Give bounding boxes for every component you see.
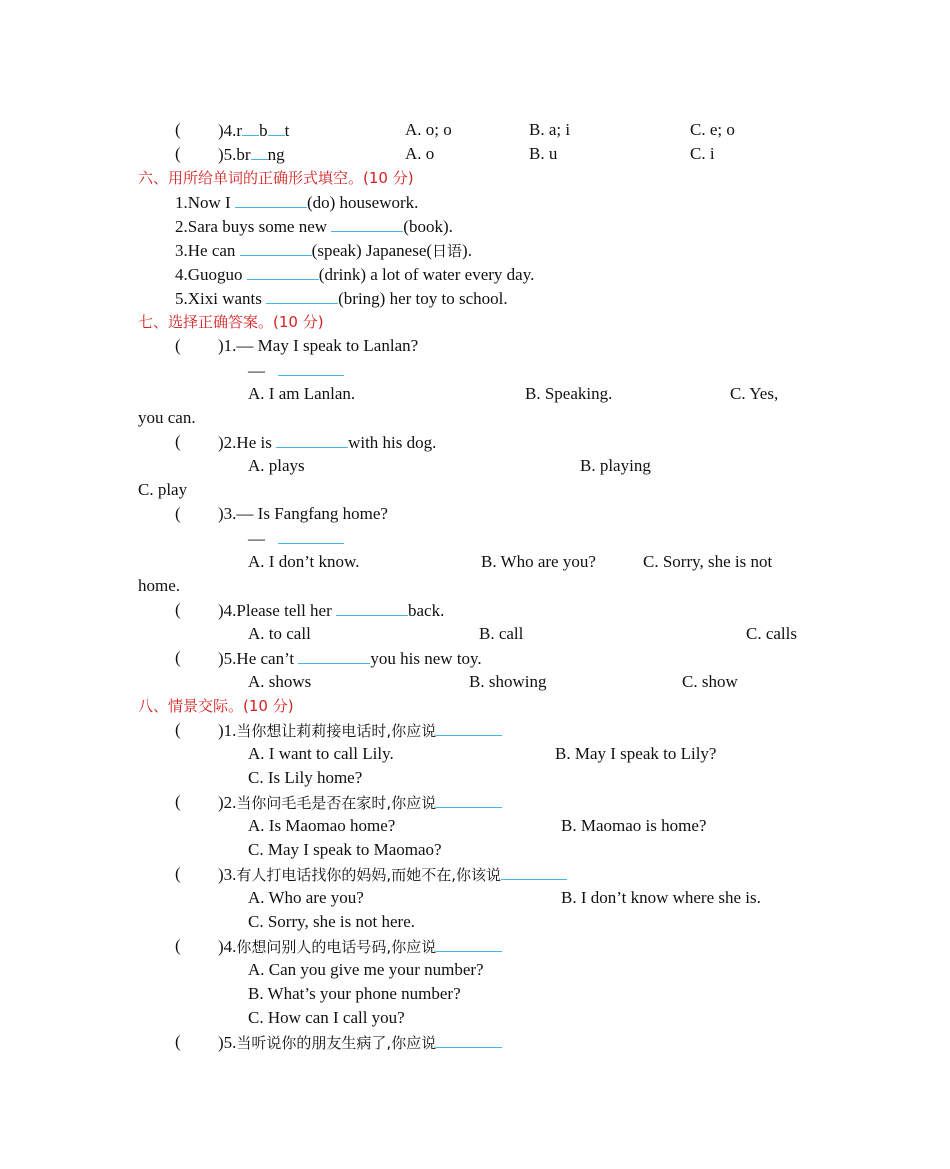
p7-q3-option-b: B. Who are you?: [481, 552, 596, 571]
p8-q2-option-a: A. Is Maomao home?: [248, 816, 396, 835]
p7-q4-paren: (: [175, 600, 181, 619]
blank[interactable]: [436, 790, 502, 808]
blank[interactable]: [251, 142, 268, 160]
part6-heading: 六、用所给单词的正确形式填空。(10 分): [138, 169, 414, 187]
p5-q5-option-a: A. o: [405, 144, 435, 163]
p8-q1-option-a: A. I want to call Lily.: [248, 744, 394, 763]
p7-q1-option-c-wrap: you can.: [138, 408, 196, 427]
blank[interactable]: [235, 190, 307, 208]
p8-q2-paren: (: [175, 792, 181, 811]
p5-q5-paren: (: [175, 144, 181, 163]
p8-q5-stem: )5.当听说你的朋友生病了,你应说: [218, 1030, 502, 1054]
blank[interactable]: [268, 118, 285, 136]
p5-q4-stem: )4.r b t: [218, 118, 289, 142]
p8-q3-option-a: A. Who are you?: [248, 888, 364, 907]
p7-q4-stem: )4.Please tell her back.: [218, 598, 444, 622]
p5-q5-option-b: B. u: [529, 144, 558, 163]
p7-q1-paren: (: [175, 336, 181, 355]
part8-heading: 八、情景交际。(10 分): [138, 697, 294, 715]
p7-q2-option-c: C. play: [138, 480, 188, 499]
p8-q4-option-b: B. What’s your phone number?: [248, 984, 461, 1003]
p8-q4-stem: )4.你想问别人的电话号码,你应说: [218, 934, 502, 958]
p7-q5-option-c: C. show: [682, 672, 738, 691]
blank[interactable]: [436, 934, 502, 952]
blank[interactable]: [298, 646, 370, 664]
p8-q2-option-c: C. May I speak to Maomao?: [248, 840, 442, 859]
p8-q3-option-c: C. Sorry, she is not here.: [248, 912, 415, 931]
p7-q5-option-b: B. showing: [469, 672, 547, 691]
p8-q3-paren: (: [175, 864, 181, 883]
part7-heading: 七、选择正确答案。(10 分): [138, 313, 324, 331]
p6-item-4: 4.Guoguo (drink) a lot of water every day.: [175, 262, 534, 286]
blank[interactable]: [278, 358, 344, 376]
p8-q4-option-c: C. How can I call you?: [248, 1008, 405, 1027]
p7-q2-stem: )2.He is with his dog.: [218, 430, 436, 454]
p5-q4-option-a: A. o; o: [405, 120, 452, 139]
blank[interactable]: [276, 430, 348, 448]
p7-q1-option-c: C. Yes,: [730, 384, 779, 403]
p7-q3-paren: (: [175, 504, 181, 523]
p6-item-2: 2.Sara buys some new (book).: [175, 214, 453, 238]
p6-item-1: 1.Now I (do) housework.: [175, 190, 418, 214]
blank[interactable]: [436, 718, 502, 736]
p8-q3-stem: )3.有人打电话找你的妈妈,而她不在,你该说: [218, 862, 567, 886]
p7-q3-option-c: C. Sorry, she is not: [643, 552, 773, 571]
blank[interactable]: [266, 286, 338, 304]
p8-q4-paren: (: [175, 936, 181, 955]
p8-q5-paren: (: [175, 1032, 181, 1051]
p6-item-5: 5.Xixi wants (bring) her toy to school.: [175, 286, 508, 310]
p7-q3-option-a: A. I don’t know.: [248, 552, 360, 571]
p7-q4-option-a: A. to call: [248, 624, 311, 643]
p8-q1-option-c: C. Is Lily home?: [248, 768, 363, 787]
p7-q2-paren: (: [175, 432, 181, 451]
p7-q1-response: —: [248, 358, 344, 382]
blank[interactable]: [247, 262, 319, 280]
blank[interactable]: [436, 1030, 502, 1048]
p5-q4-paren: (: [175, 120, 181, 139]
p8-q2-stem: )2.当你问毛毛是否在家时,你应说: [218, 790, 502, 814]
p5-q5-stem: )5.br ng: [218, 142, 285, 166]
p7-q5-paren: (: [175, 648, 181, 667]
p8-q1-stem: )1.当你想让莉莉接电话时,你应说: [218, 718, 502, 742]
p7-q1-option-a: A. I am Lanlan.: [248, 384, 356, 403]
p7-q3-response: —: [248, 526, 344, 550]
p7-q3-stem: )3.— Is Fangfang home?: [218, 504, 388, 523]
p7-q4-option-b: B. call: [479, 624, 524, 643]
p7-q1-option-b: B. Speaking.: [525, 384, 613, 403]
blank[interactable]: [242, 118, 259, 136]
p7-q1-stem: )1.— May I speak to Lanlan?: [218, 336, 419, 355]
p7-q5-stem: )5.He can’t you his new toy.: [218, 646, 482, 670]
p8-q4-option-a: A. Can you give me your number?: [248, 960, 484, 979]
p5-q4-option-b: B. a; i: [529, 120, 571, 139]
blank[interactable]: [331, 214, 403, 232]
p5-q5-option-c: C. i: [690, 144, 715, 163]
p7-q5-option-a: A. shows: [248, 672, 312, 691]
p7-q3-option-c-wrap: home.: [138, 576, 181, 595]
blank[interactable]: [501, 862, 567, 880]
p8-q1-paren: (: [175, 720, 181, 739]
p8-q1-option-b: B. May I speak to Lily?: [555, 744, 717, 763]
blank[interactable]: [278, 526, 344, 544]
p8-q2-option-b: B. Maomao is home?: [561, 816, 707, 835]
p8-q3-option-b: B. I don’t know where she is.: [561, 888, 761, 907]
blank[interactable]: [336, 598, 408, 616]
p6-item-3: 3.He can (speak) Japanese(日语).: [175, 238, 472, 262]
p5-q4-option-c: C. e; o: [690, 120, 735, 139]
p7-q2-option-b: B. playing: [580, 456, 651, 475]
p7-q4-option-c: C. calls: [746, 624, 797, 643]
p7-q2-option-a: A. plays: [248, 456, 305, 475]
blank[interactable]: [240, 238, 312, 256]
